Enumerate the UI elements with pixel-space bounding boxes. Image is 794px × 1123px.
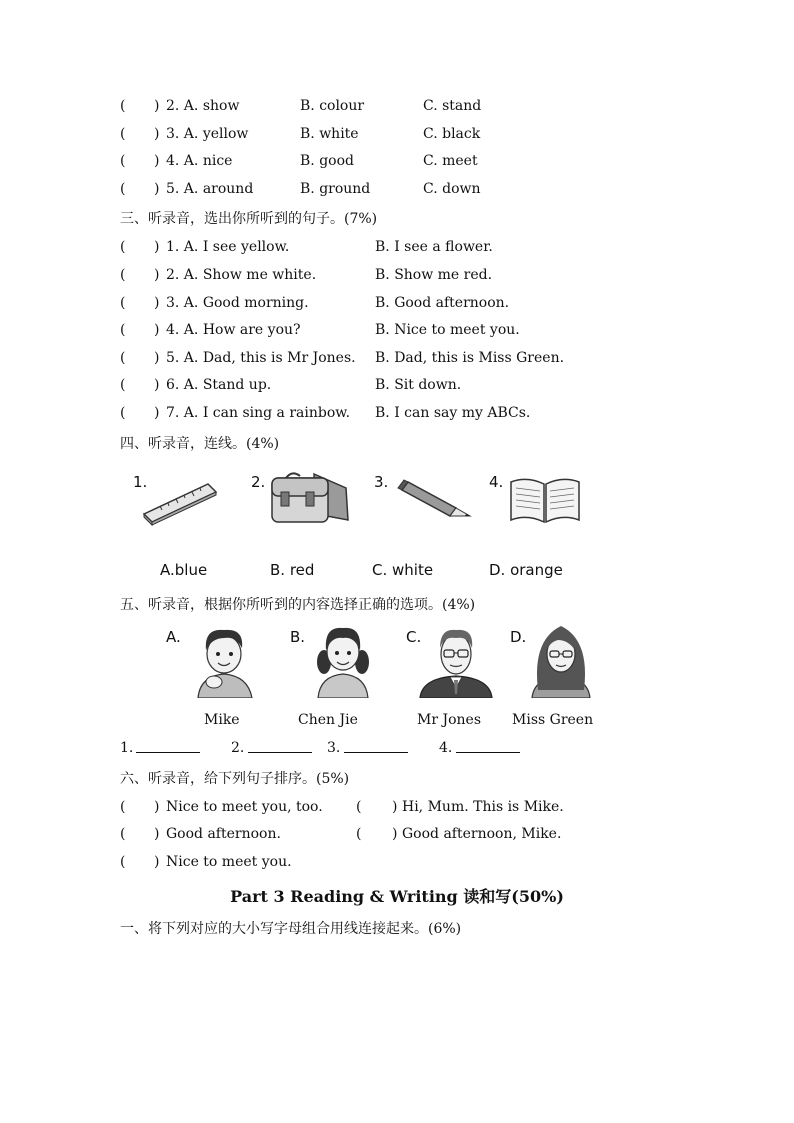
option-a: 5. A. Dad, this is Mr Jones. bbox=[166, 350, 356, 366]
option-b: B. good bbox=[300, 153, 354, 169]
blank-number: 1. bbox=[120, 740, 134, 756]
option-c: C. black bbox=[423, 126, 481, 142]
option-b: B. I see a flower. bbox=[375, 239, 493, 255]
answer-bracket-close: ) bbox=[392, 799, 398, 815]
answer-bracket: ( bbox=[120, 98, 126, 114]
option-a: 4. A. How are you? bbox=[166, 322, 301, 338]
answer-bracket: ( bbox=[120, 153, 126, 169]
man-avatar-icon bbox=[418, 620, 494, 698]
option-label: D. orange bbox=[489, 561, 563, 579]
person-name: Mike bbox=[204, 712, 240, 728]
answer-bracket: ( bbox=[120, 322, 126, 338]
blank-number: 3. bbox=[327, 740, 341, 756]
option-b: B. white bbox=[300, 126, 359, 142]
answer-bracket-close: ) bbox=[154, 854, 160, 870]
option-b: B. Nice to meet you. bbox=[375, 322, 520, 338]
option-label: A.blue bbox=[160, 561, 208, 579]
option-label: B. red bbox=[270, 561, 315, 579]
answer-bracket: ( bbox=[120, 295, 126, 311]
book-icon bbox=[507, 474, 583, 526]
option-c: C. meet bbox=[423, 153, 478, 169]
option-a: 3. A. yellow bbox=[166, 126, 249, 142]
woman-avatar-icon bbox=[528, 620, 594, 698]
answer-bracket: ( bbox=[120, 239, 126, 255]
option-a: 3. A. Good morning. bbox=[166, 295, 309, 311]
pencil-icon bbox=[396, 478, 472, 518]
answer-bracket-close: ) bbox=[154, 153, 160, 169]
girl-avatar-icon bbox=[312, 620, 374, 698]
answer-bracket-close: ) bbox=[154, 181, 160, 197]
boy-avatar-icon bbox=[190, 622, 258, 698]
sentence-left: Good afternoon. bbox=[166, 826, 281, 842]
option-a: 2. A. show bbox=[166, 98, 240, 114]
answer-blank[interactable] bbox=[136, 740, 200, 757]
option-b: B. Good afternoon. bbox=[375, 295, 510, 311]
answer-bracket: ( bbox=[120, 799, 126, 815]
answer-bracket-close: ) bbox=[154, 295, 160, 311]
option-b: B. Sit down. bbox=[375, 377, 462, 393]
answer-bracket-close: ) bbox=[154, 405, 160, 421]
option-b: B. I can say my ABCs. bbox=[375, 405, 531, 421]
answer-bracket-close: ) bbox=[154, 799, 160, 815]
answer-bracket-close: ) bbox=[154, 126, 160, 142]
option-letter: B. bbox=[290, 628, 306, 646]
answer-bracket: ( bbox=[120, 181, 126, 197]
person-name: Mr Jones bbox=[417, 712, 482, 728]
item-number: 4. bbox=[489, 473, 504, 491]
option-letter: A. bbox=[166, 628, 181, 646]
answer-blank[interactable] bbox=[248, 740, 312, 757]
answer-bracket-close: ) bbox=[154, 322, 160, 338]
answer-bracket-close: ) bbox=[154, 826, 160, 842]
answer-bracket-close: ) bbox=[154, 239, 160, 255]
answer-bracket: ( bbox=[120, 126, 126, 142]
person-name: Chen Jie bbox=[298, 712, 358, 728]
answer-bracket: ( bbox=[120, 854, 126, 870]
answer-bracket-close: ) bbox=[392, 826, 398, 842]
option-label: C. white bbox=[372, 561, 434, 579]
blank-number: 2. bbox=[231, 740, 245, 756]
section-heading: 一、将下列对应的大小写字母组合用线连接起来。(6%) bbox=[120, 921, 462, 937]
ruler-icon bbox=[140, 478, 220, 526]
answer-blank[interactable] bbox=[456, 740, 520, 757]
section-heading: 五、听录音，根据你所听到的内容选择正确的选项。(4%) bbox=[120, 597, 476, 613]
answer-bracket-close: ) bbox=[154, 377, 160, 393]
answer-bracket: ( bbox=[120, 826, 126, 842]
option-c: C. down bbox=[423, 181, 481, 197]
schoolbag-icon bbox=[266, 468, 352, 528]
option-c: C. stand bbox=[423, 98, 482, 114]
answer-bracket: ( bbox=[120, 350, 126, 366]
option-a: 1. A. I see yellow. bbox=[166, 239, 290, 255]
section-heading: 三、听录音，选出你所听到的句子。(7%) bbox=[120, 211, 378, 227]
sentence-right: Hi, Mum. This is Mike. bbox=[402, 799, 564, 815]
section-heading: 四、听录音，连线。(4%) bbox=[120, 436, 280, 452]
answer-bracket-close: ) bbox=[154, 267, 160, 283]
answer-bracket: ( bbox=[120, 405, 126, 421]
section-heading: 六、听录音，给下列句子排序。(5%) bbox=[120, 771, 350, 787]
option-letter: D. bbox=[510, 628, 527, 646]
sentence-right: Good afternoon, Mike. bbox=[402, 826, 562, 842]
option-a: 4. A. nice bbox=[166, 153, 233, 169]
answer-bracket-close: ) bbox=[154, 350, 160, 366]
option-b: B. colour bbox=[300, 98, 365, 114]
option-a: 6. A. Stand up. bbox=[166, 377, 272, 393]
option-letter: C. bbox=[406, 628, 422, 646]
item-number: 1. bbox=[133, 473, 148, 491]
option-b: B. Show me red. bbox=[375, 267, 493, 283]
option-a: 2. A. Show me white. bbox=[166, 267, 317, 283]
sentence-left: Nice to meet you. bbox=[166, 854, 292, 870]
answer-bracket: ( bbox=[120, 267, 126, 283]
option-b: B. ground bbox=[300, 181, 371, 197]
item-number: 3. bbox=[374, 473, 389, 491]
answer-bracket-close: ) bbox=[154, 98, 160, 114]
answer-bracket: ( bbox=[120, 377, 126, 393]
part-title: Part 3 Reading & Writing 读和写(50%) bbox=[230, 887, 564, 906]
sentence-left: Nice to meet you, too. bbox=[166, 799, 323, 815]
answer-blank[interactable] bbox=[344, 740, 408, 757]
option-a: 7. A. I can sing a rainbow. bbox=[166, 405, 351, 421]
blank-number: 4. bbox=[439, 740, 453, 756]
person-name: Miss Green bbox=[512, 712, 594, 728]
answer-bracket: ( bbox=[356, 799, 362, 815]
item-number: 2. bbox=[251, 473, 266, 491]
option-a: 5. A. around bbox=[166, 181, 254, 197]
answer-bracket: ( bbox=[356, 826, 362, 842]
option-b: B. Dad, this is Miss Green. bbox=[375, 350, 565, 366]
